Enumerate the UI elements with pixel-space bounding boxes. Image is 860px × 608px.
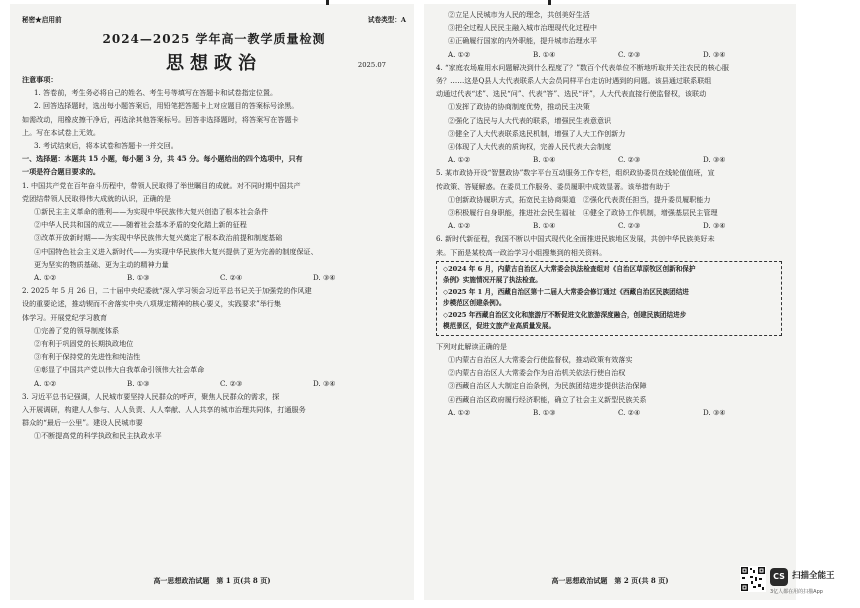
scanner-watermark <box>740 566 856 600</box>
option-d: D. ③④ <box>313 273 336 283</box>
material-line: 模范景区，促进文旅产业高质量发展。 <box>443 322 556 331</box>
material-box <box>436 261 782 336</box>
question-stem: 设的重要论述，推动锲而不舍落实中央八项规定精神的核心要义，实践要求”举行集 <box>22 299 281 309</box>
notice-line: 1. 答卷前，考生务必将自己的姓名、考生号等填写在答题卡和试卷指定位置。 <box>34 88 278 98</box>
notice-line: 3. 考试结束后，将本试卷和答题卡一并交回。 <box>34 141 178 151</box>
question-item: ④彰显了中国共产党以伟大自我革命引领伟大社会革命 <box>34 365 205 375</box>
question-item: ②立足人民城市为人民的理念，共创美好生活 <box>448 10 590 19</box>
question-stem: 1. 中国共产党在百年奋斗历程中，带领人民取得了举世瞩目的成就。对不同时期中国共产 <box>22 180 301 190</box>
answer-options <box>436 219 788 232</box>
question-stem: 5. 某市政协开设“智慧政协”数字平台互动服务工作专栏，组织政协委员在线轮值值班，宣 <box>436 168 715 178</box>
answer-options <box>22 377 406 390</box>
question-item: ③有利于保持党的先进性和纯洁性 <box>34 352 141 362</box>
question-item: ①完善了党的领导制度体系 <box>34 325 120 335</box>
scanner-logo: CS <box>770 568 788 586</box>
page-footer: 高一思想政治试题 第 2 页(共 8 页) <box>551 576 669 585</box>
question-item: ①创新政协履职方式，拓宽民主协商渠道 ②强化代表责任担当，提升委员履职能力 <box>448 194 711 204</box>
question-item: ④正确履行国家的内外职能，提升城市治理水平 <box>448 36 597 46</box>
subject-title: 思想政治 <box>166 53 262 74</box>
option-d: D. ③④ <box>313 378 336 388</box>
question-stem: 3. 习近平总书记强调，人民城市要坚持人民群众的呼声，聚焦人民群众的需求，探 <box>22 391 280 401</box>
material-line: ◇2024 年 6 月，内蒙古自治区人大常委会执法检查组对《自治区草原牧区创新和保护 <box>443 264 696 273</box>
question-item: ③西藏自治区人大制定自治条例，为民族团结进步提供法治保障 <box>448 381 647 391</box>
material-line: 步模范区创建条例》。 <box>443 299 506 308</box>
question-stem: 4. “家庭农场雇用水问题解决到什么程度了？”数百个代表单位不断地听取并关注农民的核心服 <box>436 62 729 72</box>
question-3 <box>22 390 406 443</box>
page-footer: 高一思想政治试题 第 1 页(共 8 页) <box>153 576 271 585</box>
question-1 <box>22 179 406 285</box>
answer-options <box>436 48 788 61</box>
option-a: A. ①② <box>448 155 471 165</box>
answer-options <box>436 406 788 419</box>
option-c: C. ②④ <box>618 407 641 417</box>
section-title: 一、选择题：本题共 15 小题，每小题 3 分，共 45 分。每小题给出的四个选项中，只有 <box>22 154 303 164</box>
answer-options <box>436 153 788 166</box>
question-item: ③积极履行自身职能，推进社会民生福祉 ④健全了政协工作机制，增强基层民主管理 <box>448 208 718 218</box>
option-a: A. ①② <box>34 273 57 283</box>
question-6 <box>436 232 788 419</box>
option-b: B. ①③ <box>127 378 150 388</box>
option-d: D. ③④ <box>703 49 726 59</box>
option-c: C. ②③ <box>618 155 641 165</box>
option-d: D. ③④ <box>703 221 726 231</box>
qr-code-icon <box>740 566 766 592</box>
question-item: ③把全过程人民民主融入城市治理现代化过程中 <box>448 23 597 33</box>
exam-page-1 <box>10 4 414 600</box>
material-line: ◇2025 年西藏自治区文化和旅游厅不断促进文化旅游深度融合，创建民族团结进步 <box>443 310 687 319</box>
scanner-app-name: 扫描全能王 <box>792 571 835 581</box>
exam-date: 2025.07 <box>357 61 386 69</box>
option-a: A. ①② <box>448 407 471 417</box>
option-a: A. ①② <box>448 221 471 231</box>
option-b: B. ①③ <box>533 407 556 417</box>
option-b: B. ①④ <box>533 155 556 165</box>
question-5 <box>436 166 788 232</box>
question-stem: 群众的“最后一公里”。建设人民城市要 <box>22 418 143 428</box>
question-item: ②有利于巩固党的长期执政地位 <box>34 339 134 349</box>
option-b: B. ①④ <box>533 221 556 231</box>
option-c: C. ②③ <box>618 221 641 231</box>
exam-title: 2024—2025 学年高一教学质量检测 <box>102 32 326 46</box>
answer-options <box>22 271 406 284</box>
question-item: ④体现了人大代表的质询权，完善人民代表大会制度 <box>448 142 612 152</box>
scan-mark <box>326 0 329 5</box>
question-4 <box>436 61 788 167</box>
material-line: 条例》实施情况开展了执法检查。 <box>443 276 542 285</box>
section-title-cont: 一项是符合题目要求的。 <box>22 167 101 177</box>
option-b: B. ①③ <box>127 273 150 283</box>
question-item: ①新民主主义革命的胜利——为实现中华民族伟大复兴创造了根本社会条件 <box>34 207 269 217</box>
scan-mark <box>548 0 551 5</box>
question-stem: 入开展调研，构建人人参与、人人负责、人人奉献、人人共享的城市治理共同体，打通服务 <box>22 405 306 415</box>
question-item: ④西藏自治区政府履行经济职能，确立了社会主义新型民族关系 <box>448 394 647 404</box>
notice-line: 上。写在本试卷上无效。 <box>22 127 101 137</box>
option-d: D. ③④ <box>703 407 726 417</box>
option-d: D. ③④ <box>703 155 726 165</box>
question-stem: 传政策、答疑解惑。在委员工作服务、委员履职中成效显著。该举措有助于 <box>436 181 671 191</box>
question-prompt: 下列对此解读正确的是 <box>436 341 507 351</box>
confidential-label: 秘密★启用前 <box>22 16 62 24</box>
paper-type-label: 试卷类型：A <box>367 16 406 24</box>
question-item: ③改革开放新时期——为实现中华民族伟大复兴奠定了根本政治前提和制度基础 <box>34 233 283 243</box>
question-stem: 6. 新时代新征程，我国不断以中国式现代化全面推进民族地区发展，共创中华民族美好未 <box>436 234 715 244</box>
question-2 <box>22 284 406 390</box>
option-a: A. ①② <box>448 49 471 59</box>
question-item: ④中国特色社会主义进入新时代——为实现中华民族伟大复兴提供了更为完善的制度保证、 <box>34 246 318 256</box>
option-c: C. ②④ <box>220 273 243 283</box>
option-b: B. ①④ <box>533 49 556 59</box>
question-item: ②中华人民共和国的成立——随着社会基本矛盾的变化踏上新的征程 <box>34 220 247 230</box>
material-line: ◇2025 年 1 月，西藏自治区第十二届人大常委会修订通过《西藏自治区民族团结进 <box>443 287 689 296</box>
question-3-continued <box>436 8 788 61</box>
option-a: A. ①② <box>34 378 57 388</box>
notice-line: 2. 回答选择题时，选出每小题答案后，用铅笔把答题卡上对应题目的答案标号涂黑。 <box>34 101 299 111</box>
question-item: 更为坚实的物质基础、更为主动的精神力量 <box>34 259 169 269</box>
question-stem: 2. 2025 年 5 月 26 日，二十届中央纪委就“深入学习领会习近平总书记关于加强党的作风建 <box>22 286 312 296</box>
question-item: ①发挥了政协的协商制度优势，推动民主决策 <box>448 102 590 112</box>
question-stem: 务？……这是Q县人大代表联系人大会员同样平台走访时遇到的问题。该县通过联系联组 <box>436 76 712 86</box>
question-item: ①内蒙古自治区人大常委会行使监督权，推动政策有效落实 <box>448 355 633 365</box>
question-stem: 党团结带领人民取得伟大成就的认识，正确的是 <box>22 193 171 203</box>
question-stem: 来。下面是某校高一政治学习小组搜集到的相关资料。 <box>436 247 607 257</box>
option-c: C. ②③ <box>618 49 641 59</box>
question-item: ②内蒙古自治区人大常委会作为自治机关依法行使自治权 <box>448 368 626 378</box>
question-stem: 体学习。开展党纪学习教育 <box>22 312 108 322</box>
question-item: ③健全了人大代表联系选民机制，增强了人大工作创新力 <box>448 128 626 138</box>
scanner-slogan: 3亿人都在用的扫描App <box>770 589 823 595</box>
question-item: ②强化了选民与人大代表的联系，增强民生表意意识 <box>448 115 612 125</box>
notice-line: 如需改动，用橡皮擦干净后，再选涂其他答案标号。回答非选择题时，将答案写在答题卡 <box>22 114 299 124</box>
question-stem: 动通过代表“述”、选民“问”、代表“答”、选民“评”，人大代表直接行使监督权，该联动 <box>436 89 707 99</box>
notice-title: 注意事项： <box>22 75 58 84</box>
question-item: ①不断提高党的科学执政和民主执政水平 <box>34 431 162 441</box>
option-c: C. ②③ <box>220 378 243 388</box>
exam-page-2 <box>424 4 796 600</box>
